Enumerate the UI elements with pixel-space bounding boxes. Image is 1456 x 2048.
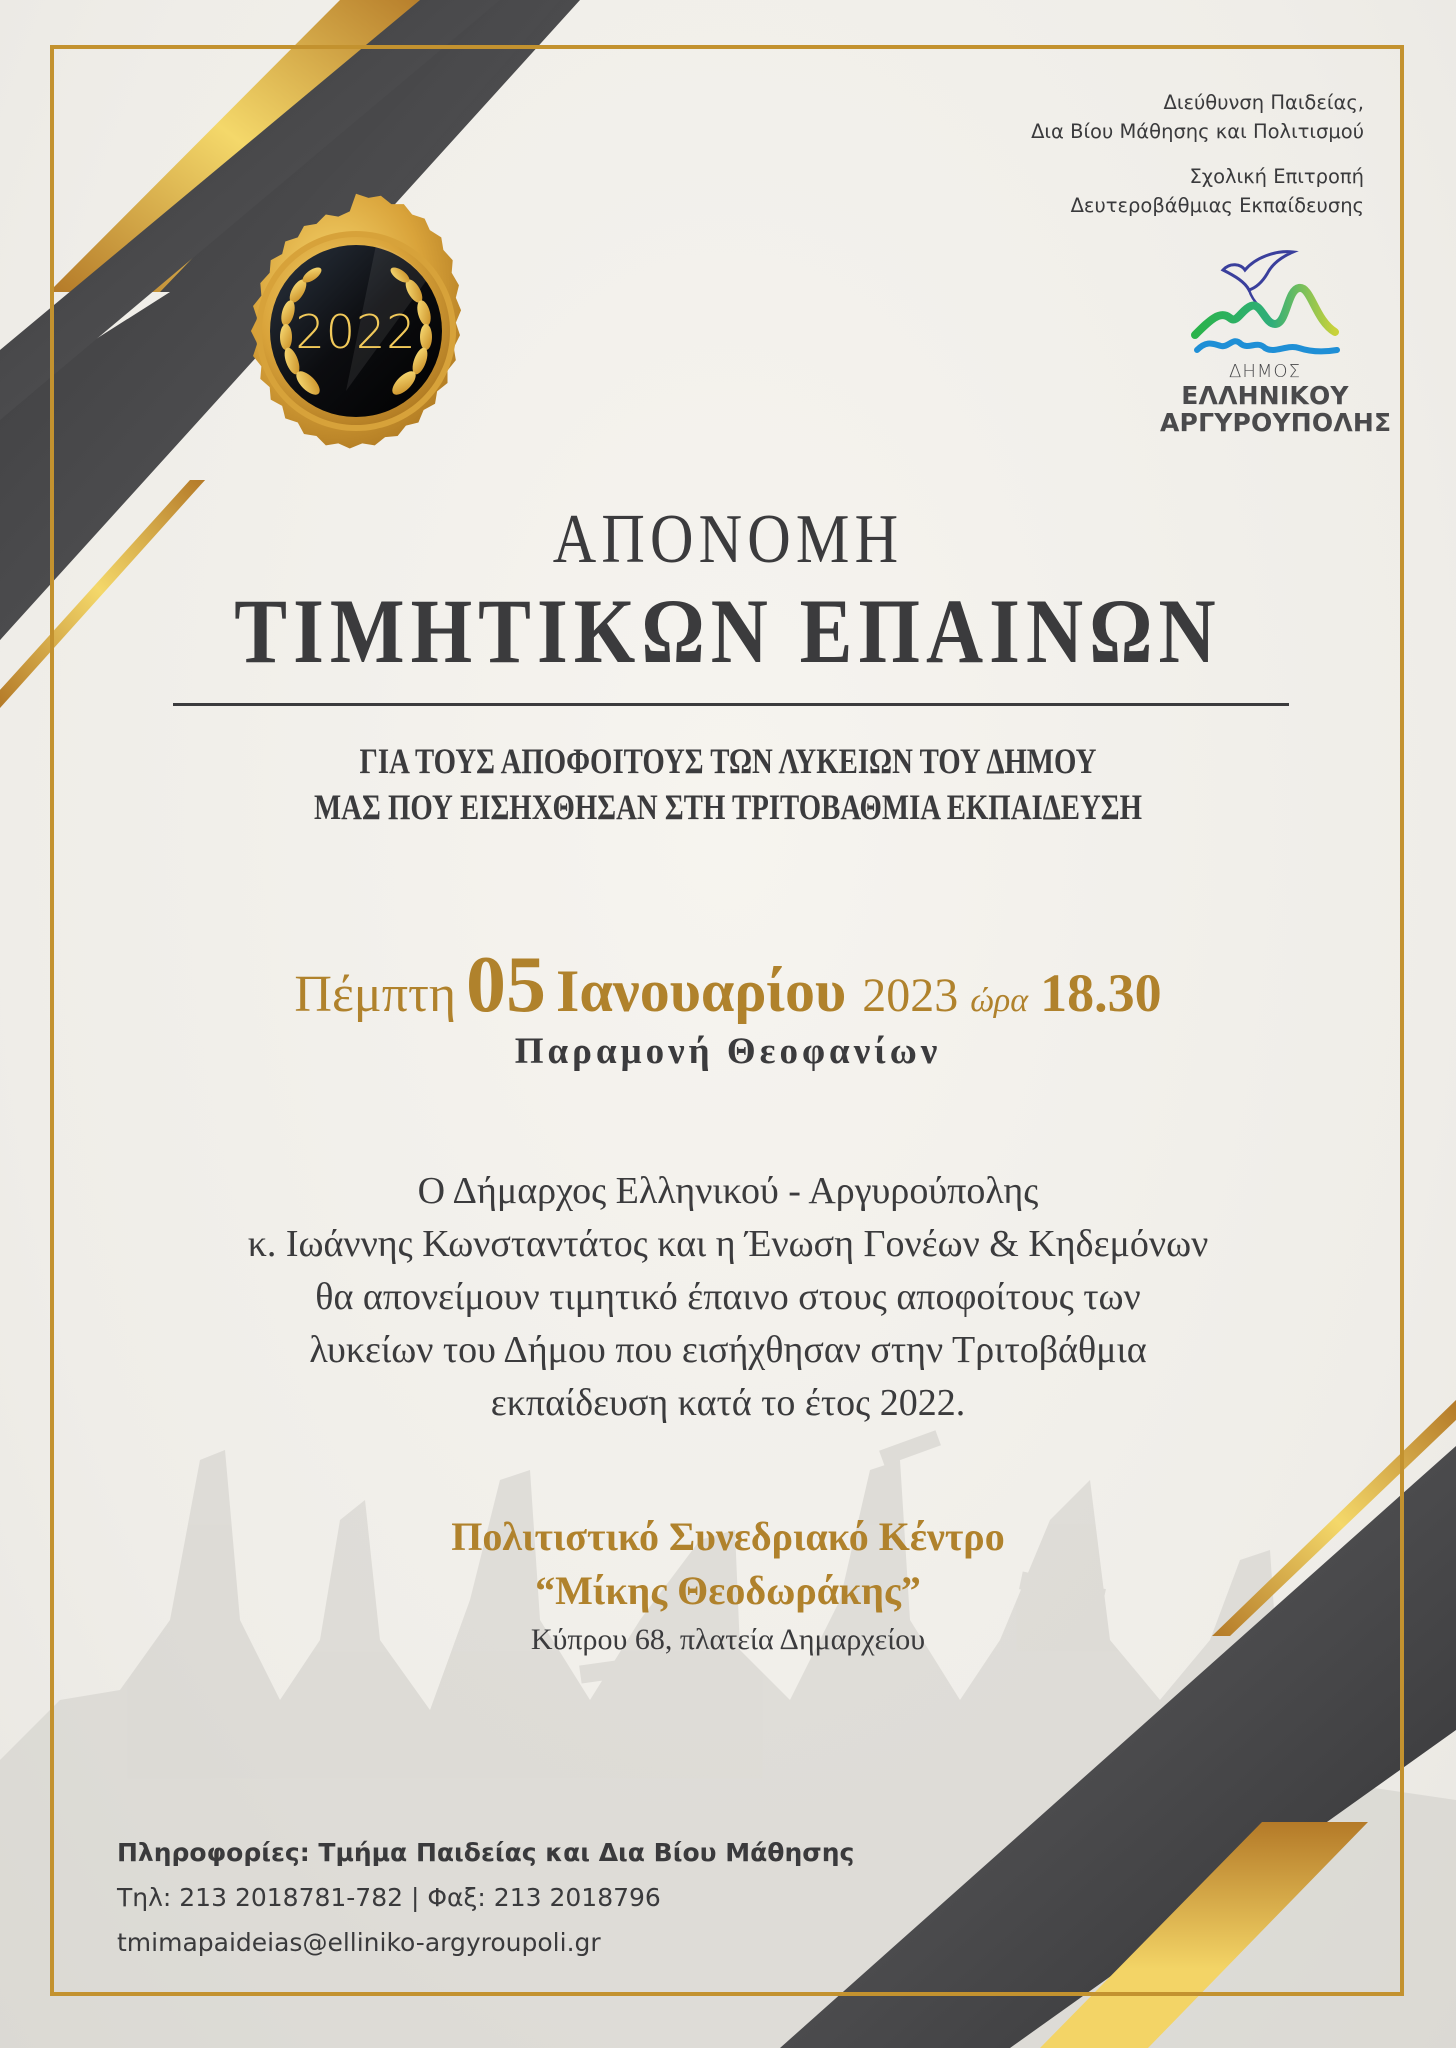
subtitle (146, 738, 1311, 830)
body-line: κ. Ιωάννης Κωνσταντάτος και η Ένωση Γονέων & Κηδεμόνων (247, 1223, 1209, 1265)
event-month: Ιανουαρίου (556, 958, 847, 1024)
body-line: Ο Δήμαρχος Ελληνικού - Αργυρούπολης (417, 1170, 1039, 1212)
year-medal (218, 193, 494, 469)
title-divider (173, 703, 1289, 706)
municipality-logo (1160, 240, 1392, 437)
body-line: θα απονείμουν τιμητικό έπαινο στους αποφοίτους των (315, 1276, 1141, 1318)
contact-email[interactable]: tmimapaideias@elliniko-argyroupoli.gr (117, 1928, 601, 1957)
body-line: εκπαίδευση κατά το έτος 2022. (490, 1382, 966, 1424)
department-line-1: Διεύθυνση Παιδείας, (1163, 91, 1364, 114)
announcement-body (0, 1165, 1456, 1430)
logo-text-line-2: ΕΛΛΗΝΙΚΟΥ (1181, 381, 1349, 410)
subtitle-line-2: ΜΑΣ ΠΟΥ ΕΙΣΗΧΘΗΣΑΝ ΣΤΗ ΤΡΙΤΟΒΑΘΜΙΑ ΕΚΠΑΙΔΕΥΣΗ (313, 787, 1143, 827)
event-occasion: Παραμονή Θεοφανίων (514, 1031, 942, 1072)
contact-department: Πληροφορίες: Τμήμα Παιδείας και Δια Βίου Μάθησης (117, 1838, 855, 1867)
event-weekday: Πέμπτη (294, 966, 457, 1023)
medal-year: 2022 (295, 305, 417, 359)
event-date (0, 940, 1456, 1031)
venue-name-line-1: Πολιτιστικό Συνεδριακό Κέντρο (451, 1514, 1005, 1559)
event-day: 05 (466, 941, 547, 1029)
title-line-2: ΤΙΜΗΤΙΚΩΝ ΕΠΑΙΝΩΝ (234, 580, 1222, 682)
department-line-2: Δια Βίου Μάθησης και Πολιτισμού (1031, 120, 1364, 143)
logo-text-line-3: ΑΡΓΥΡΟΥΠΟΛΗΣ (1160, 408, 1392, 437)
title-line-1: ΑΠΟΝΟΜΗ (552, 501, 904, 578)
venue (0, 1510, 1456, 1618)
venue-name-line-2: “Μίκης Θεοδωράκης” (535, 1568, 921, 1613)
event-time-label: ώρα (970, 982, 1029, 1019)
dove-mountains-waves-logo-icon (1175, 240, 1355, 365)
committee-line-1: Σχολική Επιτροπή (1189, 165, 1364, 188)
event-time: 18.30 (1040, 963, 1162, 1023)
subtitle-line-1: ΓΙΑ ΤΟΥΣ ΑΠΟΦΟΙΤΟΥΣ ΤΩΝ ΛΥΚΕΙΩΝ ΤΟΥ ΔΗΜΟΥ (359, 741, 1097, 781)
body-line: λυκείων του Δήμου που εισήχθησαν στην Τριτοβάθμια (309, 1329, 1147, 1371)
event-year: 2023 (862, 969, 959, 1022)
contact-info (117, 1830, 854, 1965)
department-header (1031, 88, 1364, 220)
venue-address: Κύπρου 68, πλατεία Δημαρχείου (530, 1623, 926, 1656)
logo-text-line-1: ΔΗΜΟΣ (1229, 361, 1301, 382)
committee-line-2: Δευτεροβάθμιας Εκπαίδευσης (1070, 194, 1364, 217)
contact-phone-fax: Τηλ: 213 2018781-782 | Φαξ: 213 2018796 (117, 1883, 661, 1912)
